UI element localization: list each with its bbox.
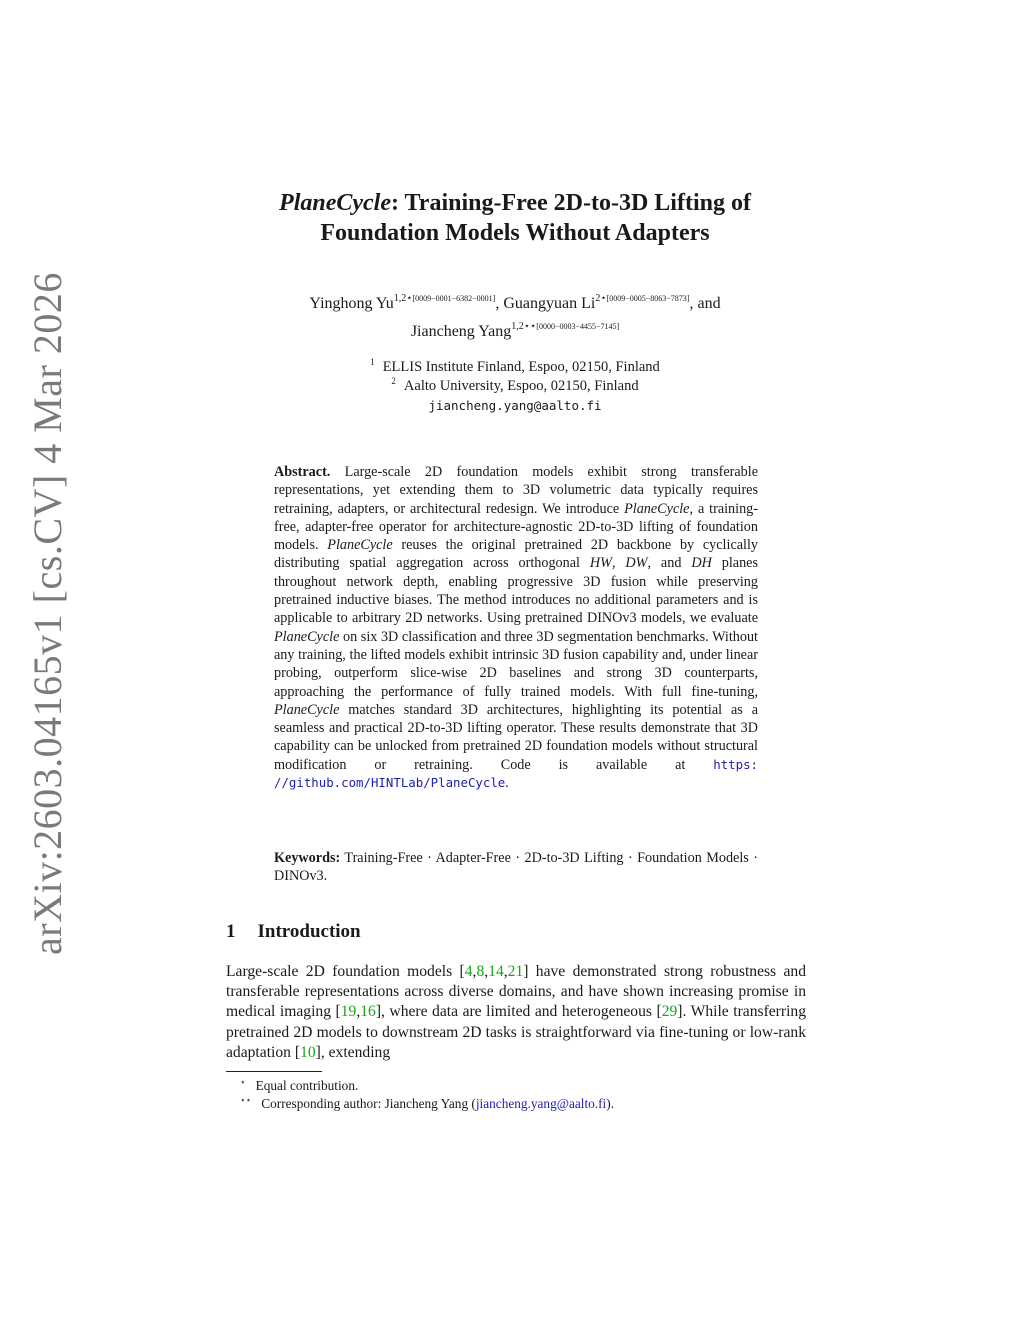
section-title: Introduction <box>257 921 361 942</box>
keywords <box>274 849 758 886</box>
author-separator-1: , Guangyuan Li <box>495 295 596 312</box>
contact-email[interactable]: jiancheng.yang@aalto.fi <box>428 398 602 413</box>
citation-link[interactable]: 14 <box>488 963 504 980</box>
author-3-name: Jiancheng Yang <box>410 323 512 340</box>
title-line2: Foundation Models Without Adapters <box>320 220 710 246</box>
paper-title <box>150 188 880 248</box>
citation-link[interactable]: 21 <box>507 963 524 980</box>
citation-link[interactable]: 8 <box>476 963 485 980</box>
author-2-marks: 2⋆[0009−0005−8063−7873] <box>595 293 690 304</box>
keywords-text: Training-Free · Adapter-Free · 2D-to-3D Lifting · Foundation Models · DINOv3. <box>274 850 758 885</box>
keywords-label: Keywords: <box>274 850 341 866</box>
title-method-name: PlaneCycle <box>279 190 391 216</box>
arxiv-identifier-stamp: arXiv:2603.04165v1 [cs.CV] 4 Mar 2026 <box>25 272 70 955</box>
citation-link[interactable]: 29 <box>661 1003 678 1021</box>
author-separator-2: , and <box>689 295 721 312</box>
affiliations <box>150 358 880 415</box>
citation-link[interactable]: 16 <box>360 1003 376 1021</box>
footnote-corresponding-author: ⋆⋆ Corresponding author: Jiancheng Yang (jiancheng.yang@aalto.fi). <box>240 1095 615 1111</box>
author-1-marks: 1,2⋆[0009−0001−6382−0001] <box>393 293 496 304</box>
affiliation-2: $^2$ Aalto University, Espoo, 02150, Finland <box>391 376 639 394</box>
citation-link[interactable]: 4 <box>464 963 473 980</box>
author-2-orcid: [0009−0005−8063−7873] <box>606 294 690 303</box>
introduction-paragraph: Large-scale 2D foundation models [4,8,14,21] have demonstrated strong robustness and transferable representations across diverse domains, and have shown increasing promise in medical imaging [19,16], where data are limited and heterogeneous [29]. While transferring pretrained 2D models to downstream 2D tasks is straightforward via fine-tuning or low-rank adaptation [10], extending <box>226 963 807 1061</box>
abstract-label: Abstract. <box>274 464 331 480</box>
footnote-equal-contribution: ⋆ Equal contribution. <box>240 1077 359 1093</box>
author-1-orcid: [0009−0001−6382−0001] <box>412 294 496 303</box>
section-heading-introduction <box>226 920 361 944</box>
citation-link[interactable]: 19 <box>340 1003 357 1021</box>
section-number: 1 <box>226 921 236 942</box>
author-3-orcid: [0000−0003−4455−7145] <box>536 322 620 331</box>
footnotes <box>240 1077 800 1113</box>
title-line1-rest: : Training-Free 2D-to-3D Lifting of <box>391 190 751 216</box>
affiliation-1: $^1$ ELLIS Institute Finland, Espoo, 02150, Finland <box>370 357 660 375</box>
footnote-divider <box>226 1071 322 1072</box>
author-1-name: Yinghong Yu <box>309 295 394 312</box>
author-3-marks: 1,2⋆⋆[0000−0003−4455−7145] <box>511 321 620 332</box>
corresponding-email-link[interactable]: jiancheng.yang@aalto.fi <box>475 1096 607 1111</box>
citation-link[interactable]: 10 <box>300 1043 316 1061</box>
code-repository-link[interactable]: https: //github.com/HINTLab/PlaneCycle <box>274 756 758 791</box>
author-list <box>150 290 880 346</box>
abstract: Abstract. Large-scale 2D foundation models exhibit strong transferable representations, yet extending them to 3D volumetric data typically requires retraining, adapters, or architectural redesign. We introduce PlaneCycle, a training-free, adapter-free operator for architecture-agnostic 2D-to-3D lifting of foundation models. PlaneCycle reuses the original pretrained 2D backbone by cyclically distributing spatial aggregation across orthogonal HW, DW, and DH planes throughout network depth, enabling progressive 3D fusion while preserving pretrained inductive biases. The method introduces no additional parameters and is applicable to arbitrary 2D networks. Using pretrained DINOv3 models, we evaluate PlaneCycle on six 3D classification and three 3D segmentation benchmarks. Without any training, the lifted models exhibit intrinsic 3D fusion capability and, under linear probing, outperform slice-wise 2D baselines and strong 3D counterparts, approaching the performance of fully trained models. With full fine-tuning, PlaneCycle matches standard 3D architectures, highlighting its potential as a seamless and practical 2D-to-3D lifting operator. These results demonstrate that 3D capability can be unlocked from pretrained 2D foundation models without structural modification or retraining. Code is available at https: //github.com/HINTLab/PlaneCycle. <box>274 464 759 792</box>
